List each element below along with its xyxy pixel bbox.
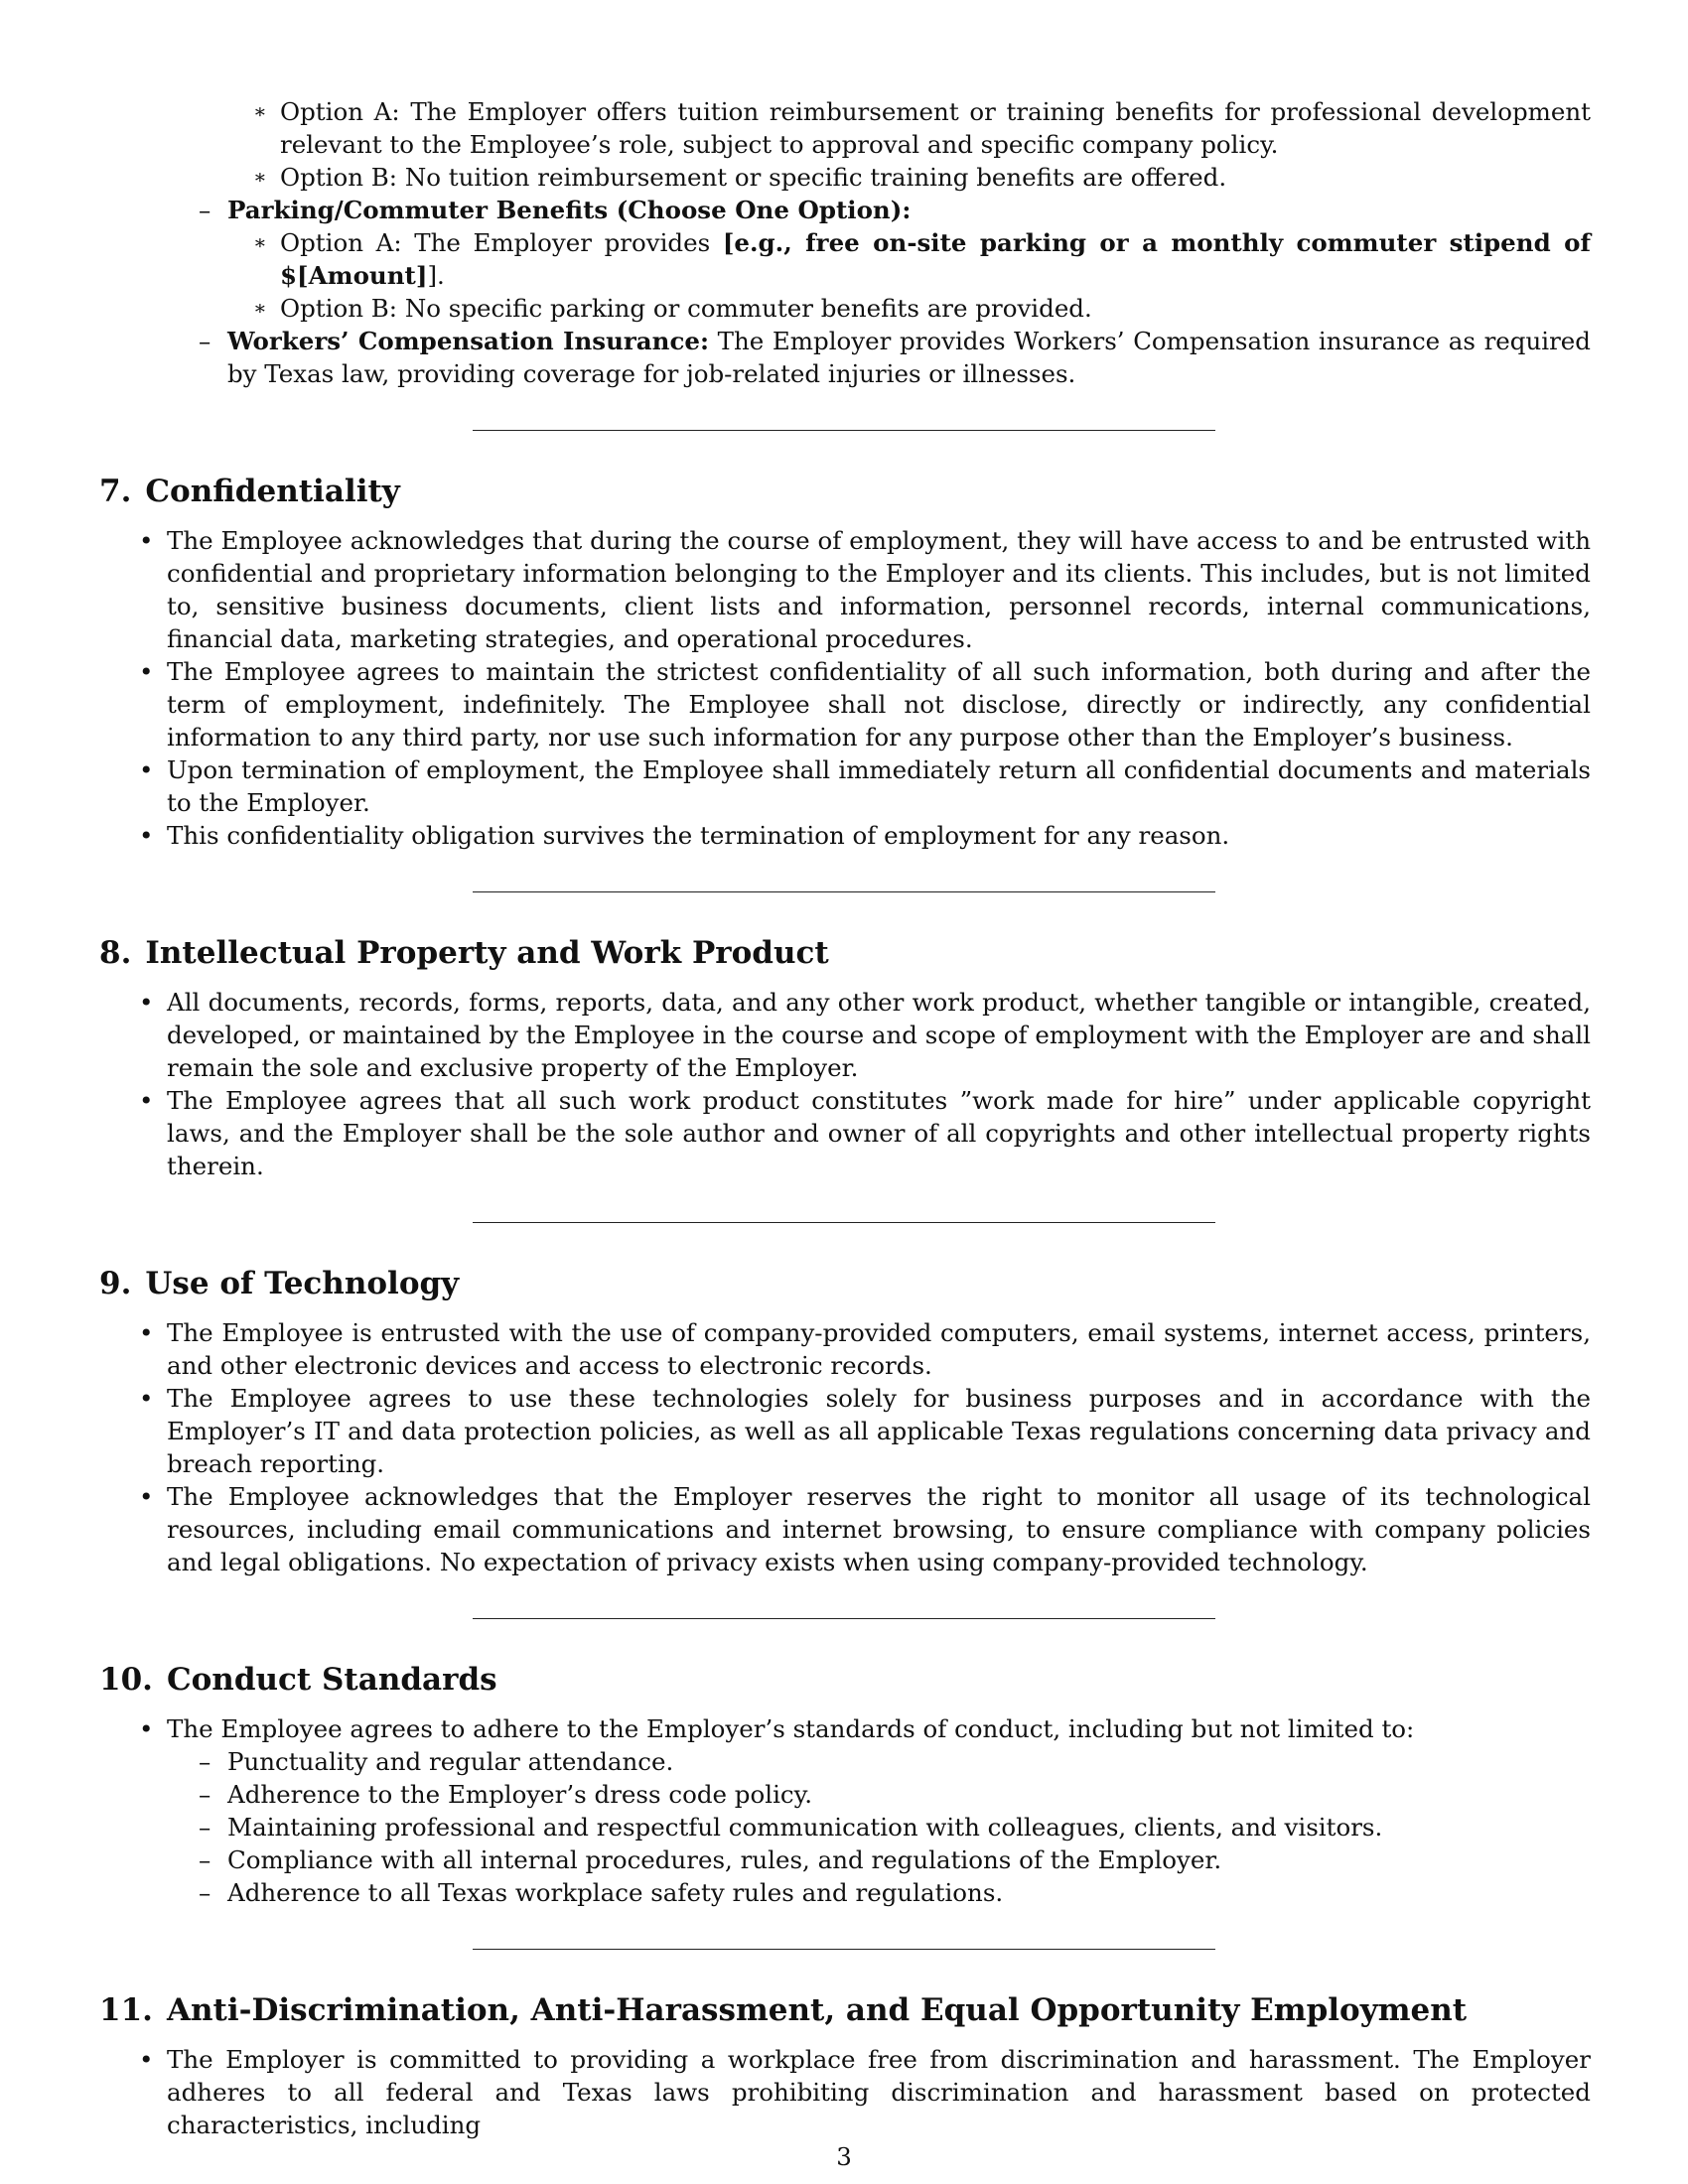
section-title: Conduct Standards xyxy=(166,1662,497,1698)
section-title: Anti-Discrimination, Anti-Harassment, and Equal Opportunity Employment xyxy=(166,1992,1468,2028)
intellectual-property-list xyxy=(99,986,1591,1182)
conduct-list xyxy=(99,1712,1591,1745)
list-item: • The Employee is entrusted with the use of company-provided computers, email systems, internet access, printers, and other electronic devices and access to electronic records. xyxy=(99,1316,1591,1382)
list-item: • This confidentiality obligation survives the termination of employment for any reason. xyxy=(99,819,1591,852)
list-item: • The Employee acknowledges that during the course of employment, they will have access to and be entrusted with confidential and proprietary information belonging to the Employer and its clients. This includes, but is not limited to, sensitive business documents, client lists and information, personnel records, internal communications, financial data, marketing strategies, and operational procedures. xyxy=(99,524,1591,655)
list-item: • Upon termination of employment, the Employee shall immediately return all confidential documents and materials to the Employer. xyxy=(99,753,1591,819)
parking-option-a-suffix: ]. xyxy=(427,261,445,290)
list-item: – Adherence to the Employer’s dress code policy. xyxy=(99,1778,1591,1811)
section-heading-anti-discrimination xyxy=(99,1991,1591,2029)
list-item: • The Employee agrees to adhere to the Employer’s standards of conduct, including but not limited to: xyxy=(99,1712,1591,1745)
list-item: – Compliance with all internal procedures, rules, and regulations of the Employer. xyxy=(99,1843,1591,1876)
workers-comp-label: Workers’ Compensation Insurance: xyxy=(227,327,710,355)
conduct-sublist xyxy=(99,1745,1591,1909)
section-title: Intellectual Property and Work Product xyxy=(145,935,829,971)
section-number: 10. xyxy=(99,1662,153,1698)
section-number: 7. xyxy=(99,474,132,509)
section-title: Use of Technology xyxy=(145,1266,460,1301)
page-number: 3 xyxy=(836,2142,852,2171)
section-divider xyxy=(473,1618,1215,1619)
parking-option-b: ∗ Option B: No specific parking or commuter benefits are provided. xyxy=(99,292,1591,325)
tuition-options-list xyxy=(99,95,1591,194)
list-item: • The Employee agrees that all such work product constitutes ”work made for hire” under applicable copyright laws, and the Employer shall be the sole author and owner of all copyrights and other intellectual property rights therein. xyxy=(99,1084,1591,1182)
parking-option-a xyxy=(99,226,1591,292)
section-divider xyxy=(473,1949,1215,1950)
section-divider xyxy=(473,1222,1215,1223)
workers-comp-text: The Employer provides Workers’ Compensation insurance as required by Texas law, providing coverage for job-related injuries or illnesses. xyxy=(227,327,1591,388)
list-item: – Adherence to all Texas workplace safety rules and regulations. xyxy=(99,1876,1591,1909)
technology-list xyxy=(99,1316,1591,1578)
parking-option-a-placeholder: [e.g., free on-site parking or a monthly commuter stipend of $[Amount] xyxy=(280,228,1591,290)
list-item: • The Employee agrees to maintain the strictest confidentiality of all such information, both during and after the term of employment, indefinitely. The Employee shall not disclose, directly or indirectly, any confidential information to any third party, nor use such information for any purpose other than the Employer’s business. xyxy=(99,655,1591,753)
list-item: • The Employer is committed to providing a workplace free from discrimination and harassment. The Employer adheres to all federal and Texas laws prohibiting discrimination and harassment based on protected characteristics, including xyxy=(99,2043,1591,2141)
section-title: Confidentiality xyxy=(145,474,400,509)
benefits-sublist xyxy=(99,194,1591,226)
list-item: • The Employee acknowledges that the Employer reserves the right to monitor all usage of its technological resources, including email communications and internet browsing, to ensure compliance with company policies and legal obligations. No expectation of privacy exists when using company-provided technology. xyxy=(99,1480,1591,1578)
document-page xyxy=(99,95,1591,2141)
parking-benefits-item xyxy=(99,194,1591,226)
anti-discrimination-list xyxy=(99,2043,1591,2141)
section-heading-confidentiality xyxy=(99,473,1591,510)
section-number: 11. xyxy=(99,1992,153,2028)
tuition-option-a: ∗ Option A: The Employer offers tuition reimbursement or training benefits for professional development relevant to the Employee’s role, subject to approval and specific company policy. xyxy=(99,95,1591,161)
list-item: • The Employee agrees to use these technologies solely for business purposes and in accordance with the Employer’s IT and data protection policies, as well as all applicable Texas regulations concerning data privacy and breach reporting. xyxy=(99,1382,1591,1480)
tuition-option-b: ∗ Option B: No tuition reimbursement or specific training benefits are offered. xyxy=(99,161,1591,194)
parking-benefits-label: Parking/Commuter Benefits (Choose One Option): xyxy=(227,196,912,224)
confidentiality-list xyxy=(99,524,1591,852)
section-number: 8. xyxy=(99,935,132,971)
section-divider xyxy=(473,430,1215,431)
parking-option-a-prefix: Option A: The Employer provides xyxy=(280,228,723,257)
workers-comp-list xyxy=(99,325,1591,390)
list-item: • All documents, records, forms, reports, data, and any other work product, whether tangible or intangible, created, developed, or maintained by the Employee in the course and scope of employment with the Employer are and shall remain the sole and exclusive property of the Employer. xyxy=(99,986,1591,1084)
section-heading-intellectual-property xyxy=(99,934,1591,972)
list-item: – Maintaining professional and respectful communication with colleagues, clients, and visitors. xyxy=(99,1811,1591,1843)
section-divider xyxy=(473,891,1215,892)
list-item: – Punctuality and regular attendance. xyxy=(99,1745,1591,1778)
workers-comp-item xyxy=(99,325,1591,390)
section-heading-conduct-standards xyxy=(99,1661,1591,1699)
section-number: 9. xyxy=(99,1266,132,1301)
section-heading-use-of-technology xyxy=(99,1265,1591,1302)
parking-options-list xyxy=(99,226,1591,325)
